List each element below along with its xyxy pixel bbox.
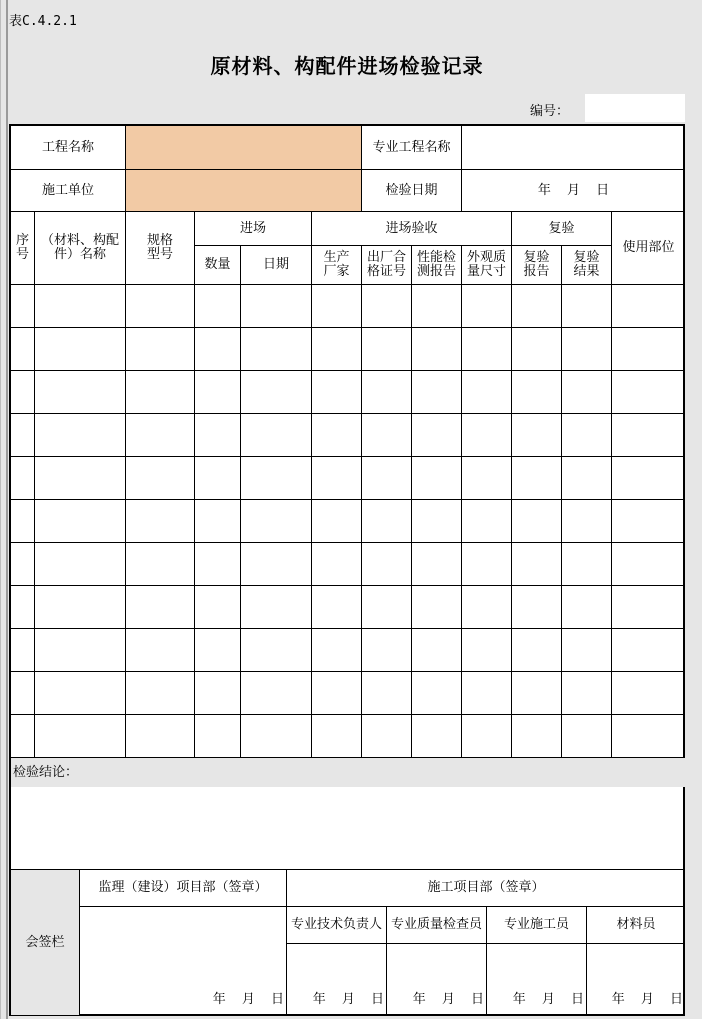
table-cell[interactable] — [126, 285, 195, 328]
table-cell[interactable] — [195, 715, 241, 758]
table-cell[interactable] — [35, 371, 126, 414]
table-cell[interactable] — [362, 414, 412, 457]
table-cell[interactable] — [126, 457, 195, 500]
table-cell[interactable] — [312, 715, 362, 758]
table-cell[interactable] — [462, 371, 512, 414]
table-cell[interactable] — [241, 543, 312, 586]
table-cell[interactable] — [195, 543, 241, 586]
table-cell[interactable] — [462, 629, 512, 672]
table-cell[interactable] — [241, 328, 312, 371]
signoff-section-label: 会签栏 — [11, 870, 80, 1016]
contractor-header: 施工项目部（签章） — [287, 870, 685, 907]
table-cell[interactable] — [562, 500, 612, 543]
table-cell[interactable] — [241, 586, 312, 629]
table-cell[interactable] — [11, 457, 35, 500]
table-cell[interactable] — [562, 285, 612, 328]
table-cell[interactable] — [312, 500, 362, 543]
table-cell[interactable] — [462, 414, 512, 457]
table-cell[interactable] — [612, 586, 685, 629]
inspection-date-label: 检验日期 — [362, 170, 462, 212]
table-cell[interactable] — [11, 500, 35, 543]
conclusion-label: 检验结论： — [11, 758, 685, 787]
table-cell[interactable] — [362, 285, 412, 328]
table-cell[interactable] — [362, 457, 412, 500]
table-cell[interactable] — [362, 629, 412, 672]
window-edge — [0, 0, 1, 1019]
table-cell[interactable] — [612, 543, 685, 586]
table-cell[interactable] — [612, 672, 685, 715]
table-cell[interactable] — [512, 328, 562, 371]
construction-unit-field[interactable] — [126, 170, 362, 212]
table-cell[interactable] — [362, 672, 412, 715]
quality-inspector-signature-field[interactable]: 年 月 日 — [387, 944, 487, 1016]
table-cell[interactable] — [195, 672, 241, 715]
construction-unit-label: 施工单位 — [11, 170, 126, 212]
table-cell[interactable] — [35, 715, 126, 758]
serial-number-label: 编号： — [530, 104, 570, 119]
table-cell[interactable] — [312, 371, 362, 414]
table-cell[interactable] — [241, 672, 312, 715]
col-quantity-header: 数量 — [195, 246, 241, 285]
table-cell[interactable] — [412, 629, 462, 672]
col-usage-location-header: 使用部位 — [612, 212, 685, 285]
table-cell[interactable] — [612, 328, 685, 371]
table-cell[interactable] — [35, 457, 126, 500]
table-cell[interactable] — [126, 414, 195, 457]
tech-lead-signature-field[interactable]: 年 月 日 — [287, 944, 387, 1016]
specialty-project-label: 专业工程名称 — [362, 126, 462, 170]
table-cell[interactable] — [11, 629, 35, 672]
table-cell[interactable] — [462, 715, 512, 758]
table-cell[interactable] — [11, 543, 35, 586]
table-cell[interactable] — [512, 285, 562, 328]
table-cell[interactable] — [612, 285, 685, 328]
table-cell[interactable] — [195, 586, 241, 629]
table-code: 表C.4.2.1 — [9, 14, 77, 29]
table-cell[interactable] — [612, 629, 685, 672]
table-cell[interactable] — [412, 586, 462, 629]
table-cell[interactable] — [241, 500, 312, 543]
project-name-field[interactable] — [126, 126, 362, 170]
table-cell[interactable] — [312, 586, 362, 629]
table-cell[interactable] — [312, 543, 362, 586]
table-cell[interactable] — [35, 672, 126, 715]
table-cell[interactable] — [512, 457, 562, 500]
table-cell[interactable] — [11, 414, 35, 457]
table-cell[interactable] — [462, 285, 512, 328]
tech-lead-header: 专业技术负责人 — [287, 907, 387, 944]
table-cell[interactable] — [241, 629, 312, 672]
project-name-label: 工程名称 — [11, 126, 126, 170]
table-cell[interactable] — [462, 672, 512, 715]
table-cell[interactable] — [195, 285, 241, 328]
table-cell[interactable] — [195, 328, 241, 371]
table-cell[interactable] — [195, 629, 241, 672]
table-cell[interactable] — [126, 543, 195, 586]
table-cell[interactable] — [126, 586, 195, 629]
col-appearance-header: 外观质量尺寸 — [462, 246, 512, 285]
table-cell[interactable] — [412, 715, 462, 758]
table-cell[interactable] — [241, 285, 312, 328]
table-cell[interactable] — [312, 285, 362, 328]
table-cell[interactable] — [562, 715, 612, 758]
table-cell[interactable] — [412, 285, 462, 328]
table-cell[interactable] — [312, 672, 362, 715]
table-cell[interactable] — [512, 500, 562, 543]
table-cell[interactable] — [35, 328, 126, 371]
table-cell[interactable] — [312, 414, 362, 457]
material-officer-signature-field[interactable]: 年 月 日 — [587, 944, 685, 1016]
table-cell[interactable] — [11, 715, 35, 758]
table-cell[interactable] — [362, 500, 412, 543]
table-cell[interactable] — [241, 371, 312, 414]
table-cell[interactable] — [562, 414, 612, 457]
table-cell[interactable] — [562, 543, 612, 586]
table-cell[interactable] — [11, 586, 35, 629]
table-cell[interactable] — [562, 629, 612, 672]
table-cell[interactable] — [412, 328, 462, 371]
quality-inspector-header: 专业质量检查员 — [387, 907, 487, 944]
col-manufacturer-header: 生产厂家 — [312, 246, 362, 285]
table-cell[interactable] — [241, 715, 312, 758]
conclusion-field[interactable] — [11, 787, 685, 870]
table-cell[interactable] — [312, 457, 362, 500]
table-cell[interactable] — [612, 371, 685, 414]
table-cell[interactable] — [512, 371, 562, 414]
material-officer-header: 材料员 — [587, 907, 685, 944]
table-cell[interactable] — [35, 500, 126, 543]
table-cell[interactable] — [362, 543, 412, 586]
table-cell[interactable] — [562, 586, 612, 629]
table-cell[interactable] — [612, 414, 685, 457]
table-cell[interactable] — [512, 672, 562, 715]
table-cell[interactable] — [412, 543, 462, 586]
sheet-left-border — [6, 0, 8, 1019]
table-cell[interactable] — [512, 715, 562, 758]
table-cell[interactable] — [11, 328, 35, 371]
table-cell[interactable] — [11, 672, 35, 715]
table-cell[interactable] — [412, 414, 462, 457]
col-performance-report-header: 性能检测报告 — [412, 246, 462, 285]
table-cell[interactable] — [35, 414, 126, 457]
col-reinspection-header: 复验 — [512, 212, 612, 246]
table-cell[interactable] — [562, 328, 612, 371]
col-reinspection-report-header: 复验报告 — [512, 246, 562, 285]
table-cell[interactable] — [462, 543, 512, 586]
table-cell[interactable] — [612, 715, 685, 758]
table-cell[interactable] — [412, 672, 462, 715]
table-cell[interactable] — [562, 457, 612, 500]
table-cell[interactable] — [35, 285, 126, 328]
table-cell[interactable] — [512, 543, 562, 586]
table-cell[interactable] — [612, 500, 685, 543]
table-cell[interactable] — [312, 629, 362, 672]
table-cell[interactable] — [512, 414, 562, 457]
table-cell[interactable] — [126, 629, 195, 672]
supervisor-signature-field[interactable]: 年 月 日 — [80, 907, 287, 1016]
table-cell[interactable] — [612, 457, 685, 500]
table-cell[interactable] — [412, 500, 462, 543]
table-cell[interactable] — [362, 371, 412, 414]
table-cell[interactable] — [241, 457, 312, 500]
serial-number-field[interactable] — [585, 94, 685, 122]
col-material-name-header: （材料、构配件）名称 — [35, 212, 126, 285]
table-cell[interactable] — [126, 328, 195, 371]
table-cell[interactable] — [35, 543, 126, 586]
table-cell[interactable] — [241, 414, 312, 457]
constructor-signature-field[interactable]: 年 月 日 — [487, 944, 587, 1016]
table-cell[interactable] — [462, 328, 512, 371]
table-cell[interactable] — [312, 328, 362, 371]
table-cell[interactable] — [126, 500, 195, 543]
table-cell[interactable] — [195, 500, 241, 543]
col-entry-header: 进场 — [195, 212, 312, 246]
page-title: 原材料、构配件进场检验记录 — [210, 54, 484, 78]
col-date-header: 日期 — [241, 246, 312, 285]
table-cell[interactable] — [195, 457, 241, 500]
table-cell[interactable] — [126, 371, 195, 414]
table-cell[interactable] — [11, 371, 35, 414]
col-entry-inspection-header: 进场验收 — [312, 212, 512, 246]
table-cell[interactable] — [512, 629, 562, 672]
table-cell[interactable] — [512, 586, 562, 629]
table-cell[interactable] — [362, 328, 412, 371]
col-seq-header: 序号 — [11, 212, 35, 285]
table-cell[interactable] — [11, 285, 35, 328]
table-cell[interactable] — [126, 715, 195, 758]
table-cell[interactable] — [412, 457, 462, 500]
table-cell[interactable] — [195, 414, 241, 457]
table-cell[interactable] — [412, 371, 462, 414]
table-cell[interactable] — [35, 629, 126, 672]
table-cell[interactable] — [462, 457, 512, 500]
supervisor-header: 监理（建设）项目部（签章） — [80, 870, 287, 907]
col-certificate-header: 出厂合格证号 — [362, 246, 412, 285]
inspection-record-table — [9, 124, 685, 1016]
table-cell[interactable] — [35, 586, 126, 629]
table-cell[interactable] — [362, 715, 412, 758]
col-spec-model-header: 规格型号 — [126, 212, 195, 285]
table-cell[interactable] — [126, 672, 195, 715]
table-cell[interactable] — [562, 672, 612, 715]
table-cell[interactable] — [562, 371, 612, 414]
specialty-project-field[interactable] — [462, 126, 685, 170]
table-cell[interactable] — [462, 586, 512, 629]
inspection-date-field[interactable]: 年 月 日 — [462, 170, 685, 212]
col-reinspection-result-header: 复验结果 — [562, 246, 612, 285]
table-cell[interactable] — [195, 371, 241, 414]
constructor-header: 专业施工员 — [487, 907, 587, 944]
table-cell[interactable] — [462, 500, 512, 543]
table-cell[interactable] — [362, 586, 412, 629]
